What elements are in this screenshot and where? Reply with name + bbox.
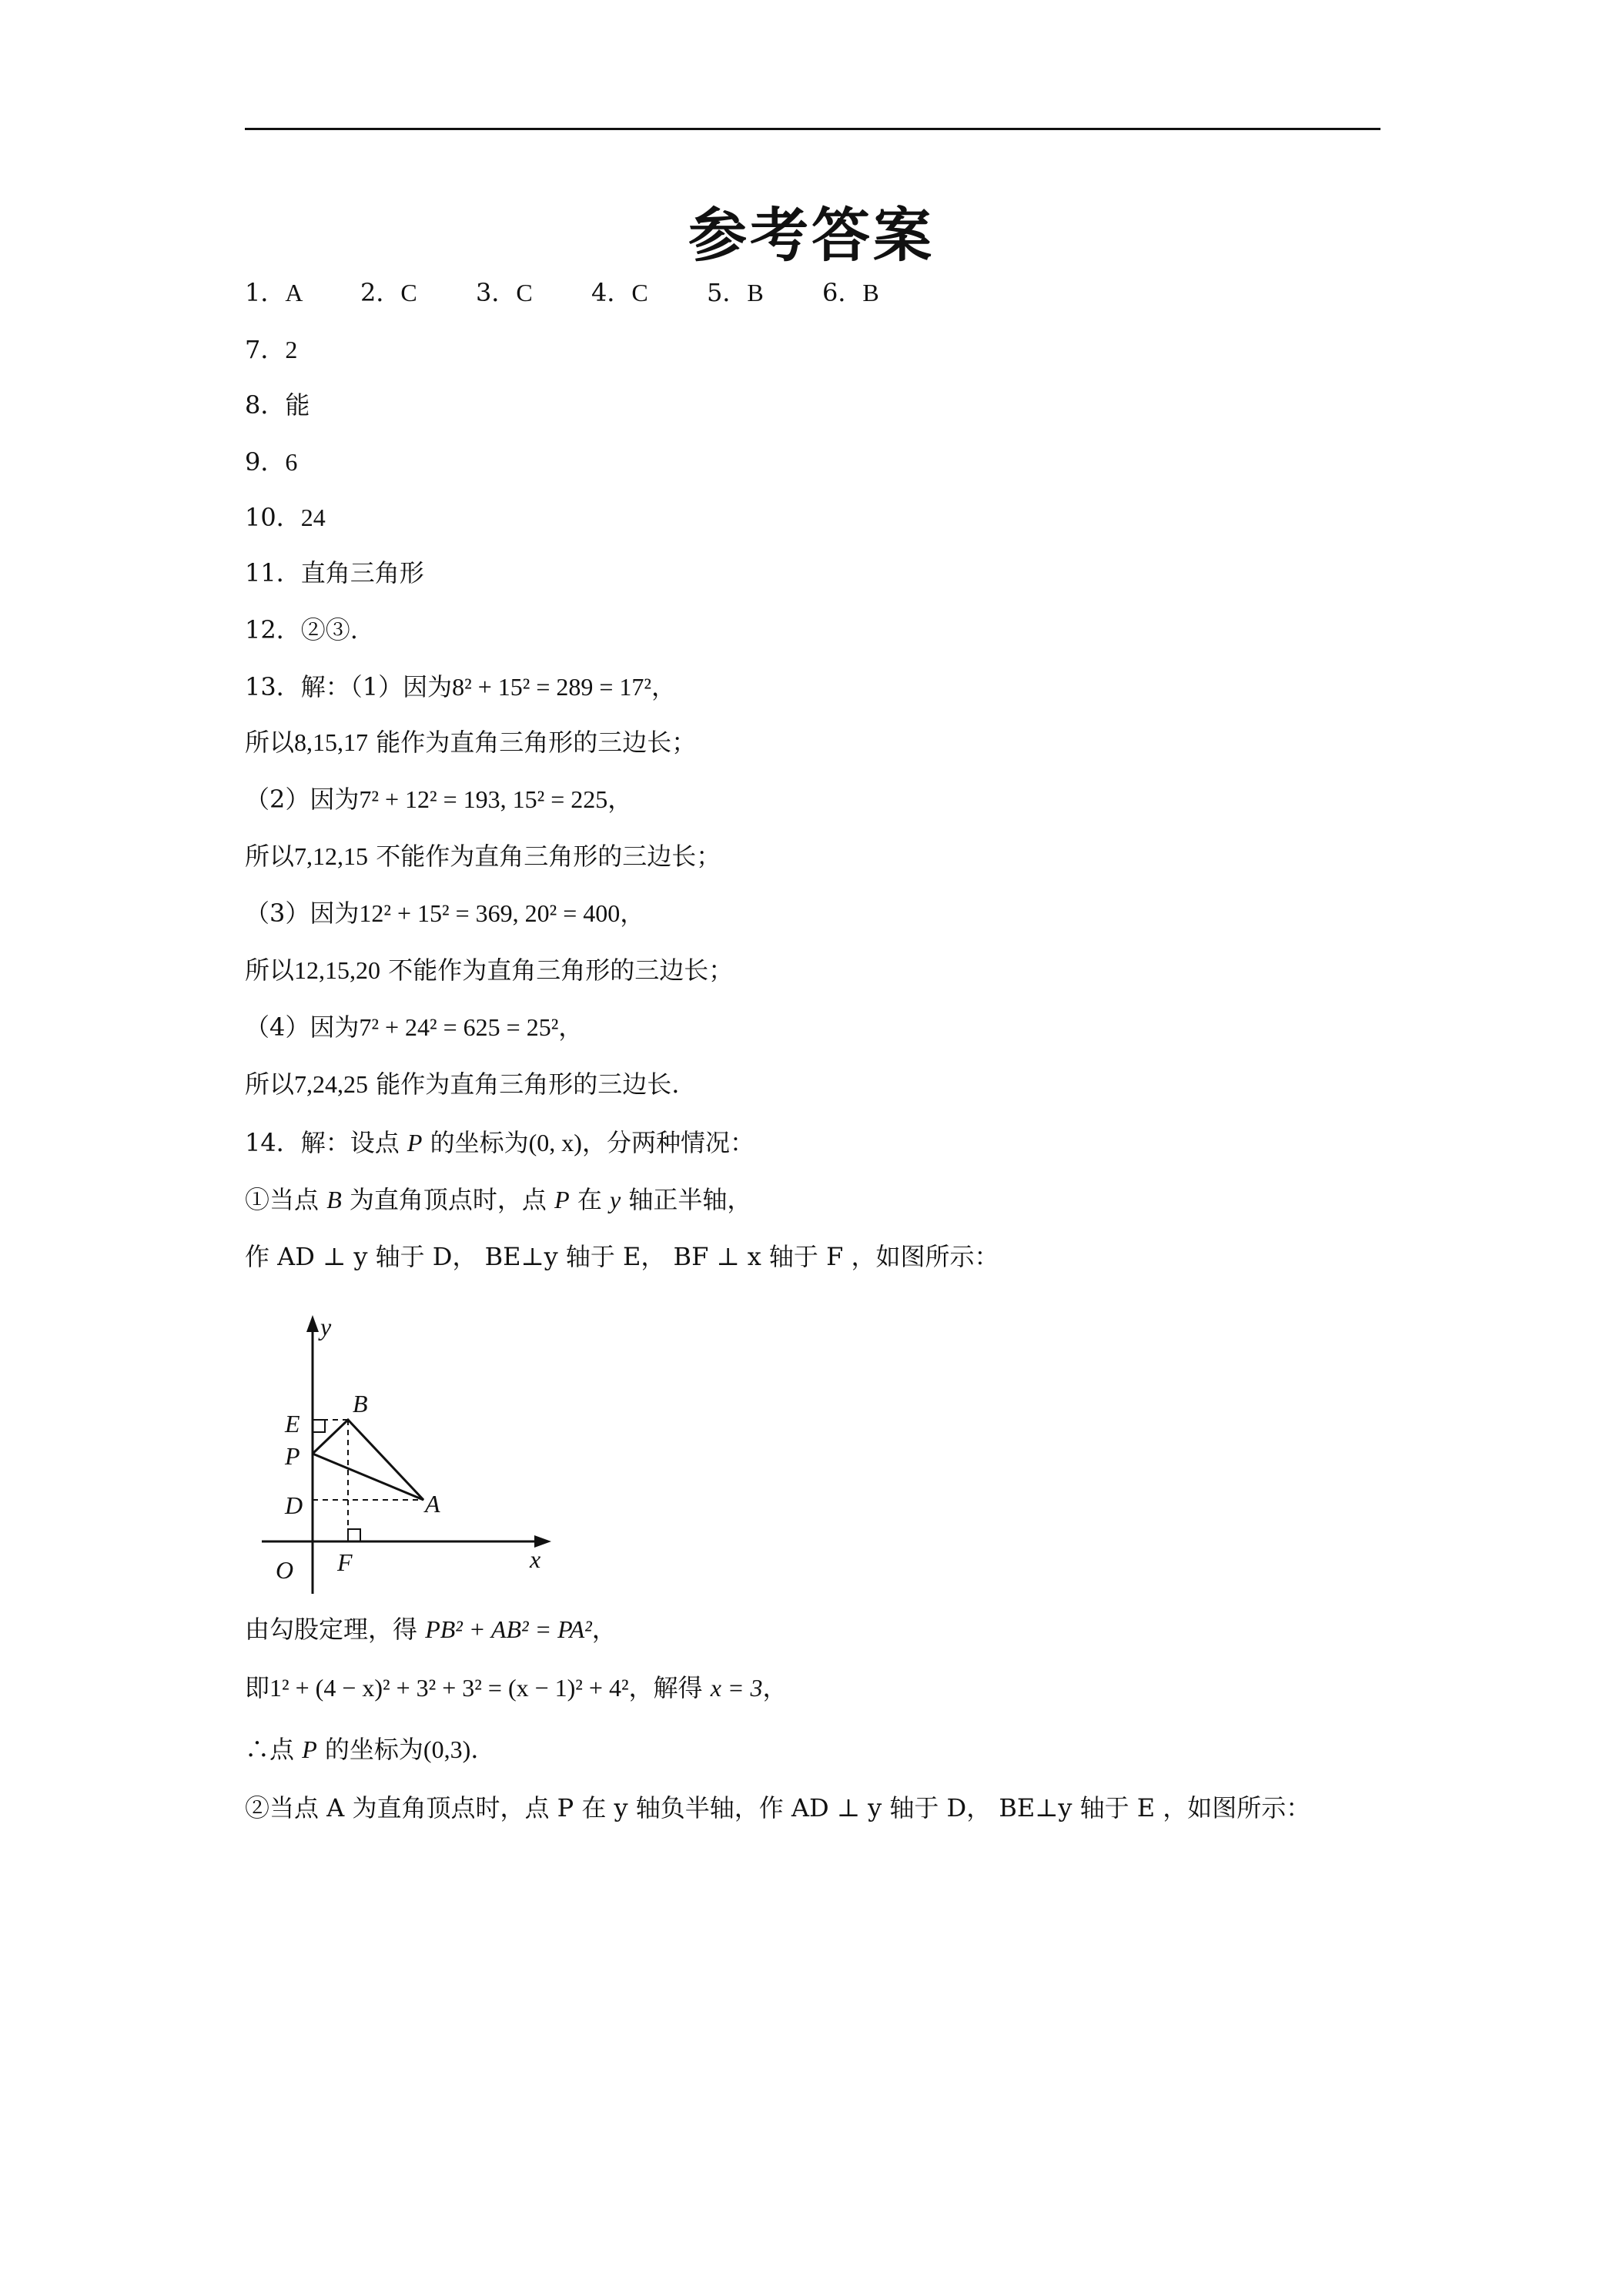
label-y: y [320, 1313, 332, 1340]
label-x: x [530, 1545, 541, 1573]
right-angle-f-icon [348, 1529, 360, 1541]
q14-equation: 即1² + (4 − x)² + 3² + 3² = (x − 1)² + 4²，解得 x = 3， [245, 1673, 788, 1702]
mcq-item-1: 1．A [245, 278, 303, 307]
label-f: F [337, 1548, 353, 1576]
q13-part1-conclusion: 所以8,15,17 能作为直角三角形的三边长； [245, 728, 697, 757]
q14-case1-conclusion: ∴点 P 的坐标为(0,3). [245, 1735, 479, 1764]
q13-part4: （4）因为7² + 24² = 625 = 25²， [245, 1012, 584, 1042]
answer-7: 7．2 [245, 335, 298, 364]
triangle-pba [313, 1420, 423, 1500]
label-a: A [425, 1490, 440, 1518]
header-rule [245, 128, 1380, 130]
mcq-answers [245, 276, 938, 310]
label-p: P [285, 1442, 300, 1470]
q14-case1: ①当点 B 为直角顶点时，点 P 在 y 轴正半轴， [245, 1185, 752, 1214]
q13-part3-conclusion: 所以12,15,20 不能作为直角三角形的三边长； [245, 956, 734, 985]
q14-case1-construction: 作 AD ⊥ y 轴于 D， BE⊥y 轴于 E， BF ⊥ x 轴于 F ，如图所示： [245, 1242, 999, 1271]
coordinate-figure-case1 [245, 1309, 568, 1602]
q13-part4-conclusion: 所以7,24,25 能作为直角三角形的三边长. [245, 1069, 680, 1099]
q13-part2: （2）因为7² + 12² = 193, 15² = 225， [245, 785, 633, 814]
answer-11: 11．直角三角形 [245, 558, 424, 587]
mcq-item-6: 6．B [822, 278, 879, 307]
answer-8: 8．能 [245, 390, 310, 420]
label-d: D [285, 1491, 303, 1519]
mcq-item-5: 5．B [707, 278, 764, 307]
answer-12: 12．②③. [245, 615, 358, 644]
mcq-item-4: 4．C [591, 278, 648, 307]
q13-part2-conclusion: 所以7,12,15 不能作为直角三角形的三边长； [245, 842, 721, 871]
answer-9: 9．6 [245, 447, 298, 477]
label-e: E [285, 1410, 300, 1438]
y-axis-arrow-icon [306, 1315, 319, 1332]
label-b: B [353, 1390, 368, 1417]
q14-intro: 14．解：设点 P 的坐标为(0, x)，分两种情况： [245, 1128, 755, 1157]
right-angle-e-icon [313, 1420, 325, 1432]
q14-pythagoras: 由勾股定理，得 PB² + AB² = PA²， [245, 1615, 617, 1644]
q13-part1: 13．解：（1）因为8² + 15² = 289 = 17²， [245, 672, 677, 701]
mcq-item-3: 3．C [476, 278, 533, 307]
answer-10: 10．24 [245, 503, 326, 532]
q13-part3: （3）因为12² + 15² = 369, 20² = 400， [245, 899, 645, 928]
page-title: 参考答案 [688, 201, 935, 269]
q14-case2: ②当点 A 为直角顶点时，点 P 在 y 轴负半轴，作 AD ⊥ y 轴于 D， BE⊥y 轴于 E ，如图所示： [245, 1793, 1311, 1822]
label-o: O [276, 1556, 294, 1584]
mcq-item-2: 2．C [360, 278, 417, 307]
